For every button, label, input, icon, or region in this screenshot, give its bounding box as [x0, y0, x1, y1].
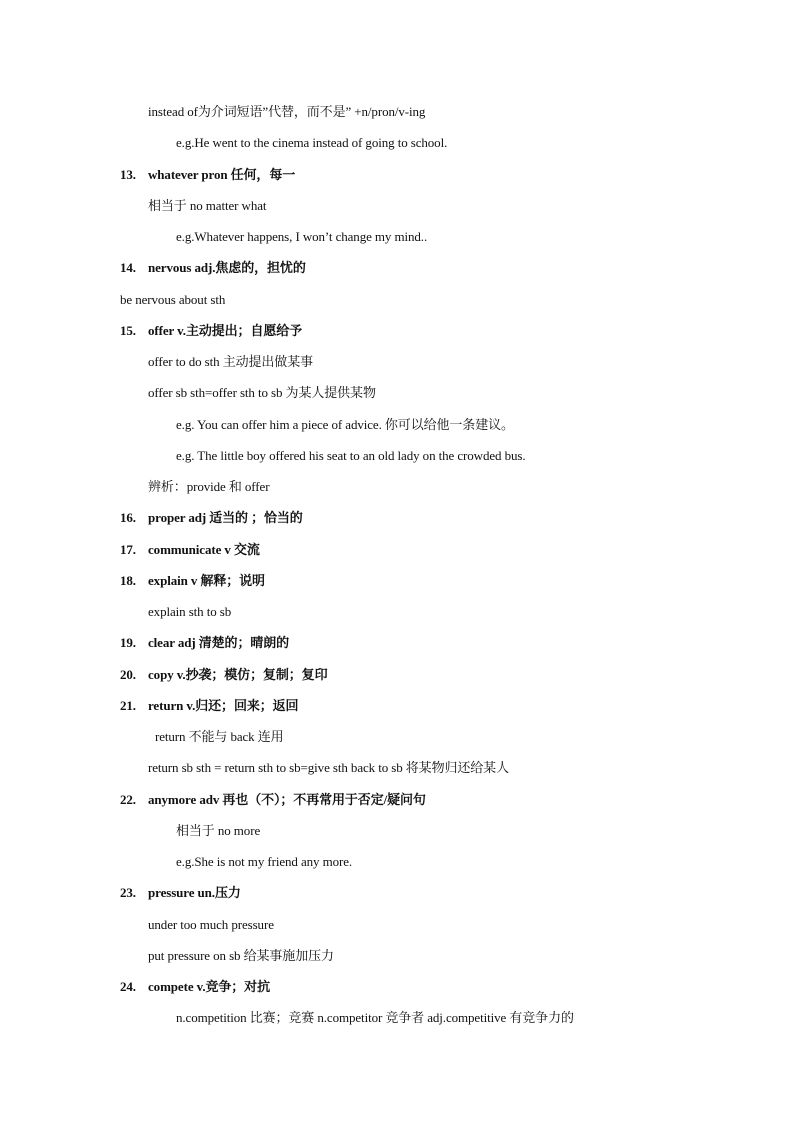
entry-term: return v.归还；回来；返回 [148, 698, 299, 713]
note-line: offer sb sth=offer sth to sb 为某人提供某物 [148, 385, 376, 400]
entry-term: clear adj 清楚的；晴朗的 [148, 635, 290, 650]
note-line: explain sth to sb [148, 604, 232, 619]
vocab-entry-heading [120, 979, 270, 995]
example-line: e.g. You can offer him a piece of advice. 你可以给他一条建议。 [176, 417, 514, 432]
entry-number: 24. [120, 979, 136, 994]
entry-number: 23. [120, 885, 136, 900]
vocab-entry-heading [120, 792, 426, 808]
entry-term: nervous adj.焦虑的，担忧的 [148, 260, 306, 275]
entry-number: 19. [120, 635, 136, 650]
entry-term: explain v 解释；说明 [148, 573, 265, 588]
example-line: e.g.Whatever happens, I won’t change my mind.. [176, 229, 428, 244]
entry-number: 21. [120, 698, 136, 713]
vocab-entry-heading [120, 260, 306, 276]
note-line: be nervous about sth [120, 292, 226, 307]
note-line: 辨析：provide 和 offer [148, 479, 270, 494]
entry-number: 20. [120, 667, 136, 682]
example-line: e.g.He went to the cinema instead of going to school. [176, 135, 448, 150]
entry-number: 15. [120, 323, 136, 338]
vocab-entry-heading [120, 573, 265, 589]
note-line: offer to do sth 主动提出做某事 [148, 354, 314, 369]
example-line: 相当于 no more [176, 823, 261, 838]
vocab-entry-heading [120, 323, 302, 339]
vocab-entry-heading [120, 885, 241, 901]
note-line: return sb sth = return sth to sb=give sth back to sb 将某物归还给某人 [148, 760, 509, 775]
entry-term: anymore adv 再也（不）；不再常用于否定/疑问句 [148, 792, 426, 807]
vocab-entry-heading [120, 167, 295, 183]
entry-term: copy v.抄袭；模仿；复制；复印 [148, 667, 328, 682]
entry-term: pressure un.压力 [148, 885, 241, 900]
entry-number: 14. [120, 260, 136, 275]
example-line: e.g.She is not my friend any more. [176, 854, 353, 869]
vocab-entry-heading [120, 510, 303, 526]
entry-number: 18. [120, 573, 136, 588]
entry-term: proper adj 适当的 ；恰当的 [148, 510, 303, 525]
entry-number: 17. [120, 542, 136, 557]
vocab-entry-heading [120, 635, 289, 651]
entry-term: compete v.竞争；对抗 [148, 979, 270, 994]
example-line: e.g. The little boy offered his seat to an old lady on the crowded bus. [176, 448, 526, 463]
entry-number: 13. [120, 167, 136, 182]
vocab-entry-heading [120, 542, 260, 558]
note-line: return 不能与 back 连用 [155, 729, 284, 744]
note-line: put pressure on sb 给某事施加压力 [148, 948, 334, 963]
entry-number: 16. [120, 510, 136, 525]
note-line: under too much pressure [148, 917, 274, 932]
entry-number: 22. [120, 792, 136, 807]
vocab-entry-heading [120, 698, 298, 714]
entry-term: communicate v 交流 [148, 542, 260, 557]
entry-term: whatever pron 任何，每一 [148, 167, 296, 182]
vocab-entry-heading [120, 667, 327, 683]
entry-term: offer v.主动提出；自愿给予 [148, 323, 303, 338]
note-line: 相当于 no matter what [148, 198, 267, 213]
note-line: instead of为介词短语”代替，而不是” +n/pron/v-ing [148, 104, 426, 119]
example-line: n.competition 比赛；竞赛 n.competitor 竞争者 adj.competitive 有竞争力的 [176, 1010, 574, 1025]
